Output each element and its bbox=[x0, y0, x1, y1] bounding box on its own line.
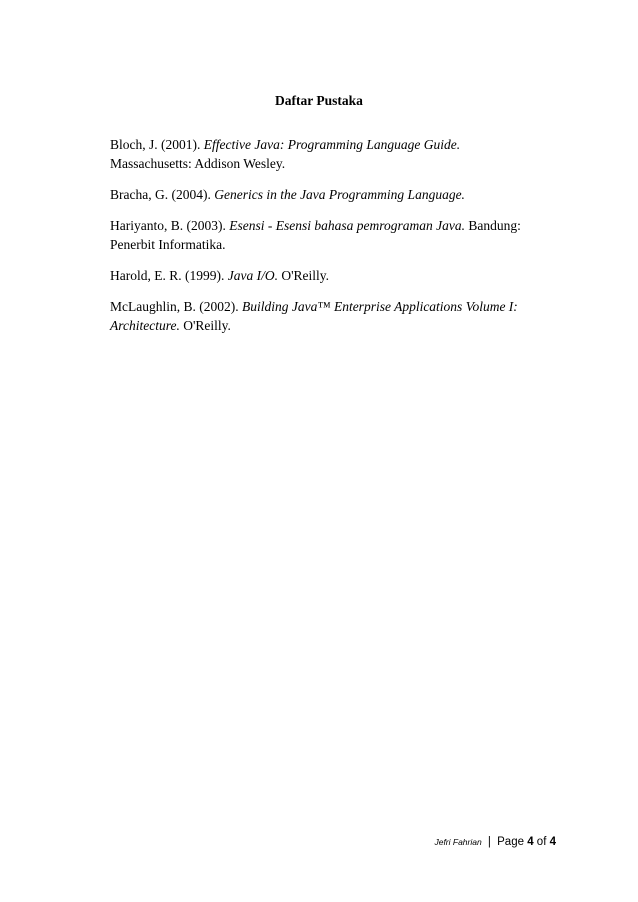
footer-total-pages: 4 bbox=[549, 836, 556, 848]
page-title: Daftar Pustaka bbox=[275, 93, 363, 108]
reference-item bbox=[110, 216, 540, 254]
reference-prefix: Bracha, G. (2004). bbox=[110, 187, 215, 202]
reference-suffix: Bandung: Penerbit Informatika. bbox=[110, 218, 521, 252]
footer-page-word: Page bbox=[497, 836, 524, 848]
reference-item bbox=[110, 185, 540, 204]
reference-title: Java I/O. bbox=[227, 268, 278, 283]
reference-item bbox=[110, 266, 540, 285]
reference-title: Building Java™ Enterprise Applications Volume I: Architecture. bbox=[110, 299, 518, 333]
reference-prefix: McLaughlin, B. (2002). bbox=[110, 299, 242, 314]
reference-item bbox=[110, 135, 540, 173]
reference-title: Effective Java: Programming Language Guide. bbox=[203, 137, 461, 152]
reference-suffix: O'Reilly. bbox=[277, 268, 330, 283]
page-footer bbox=[434, 835, 556, 849]
reference-list bbox=[110, 135, 540, 347]
reference-prefix: Bloch, J. (2001). bbox=[110, 137, 204, 152]
reference-suffix: Massachusetts: Addison Wesley. bbox=[110, 156, 286, 171]
footer-author: Jefri Fahrian bbox=[434, 837, 482, 847]
footer-of-word: of bbox=[536, 836, 547, 848]
reference-prefix: Harold, E. R. (1999). bbox=[110, 268, 228, 283]
reference-item bbox=[110, 297, 540, 335]
reference-prefix: Hariyanto, B. (2003). bbox=[110, 218, 230, 233]
footer-separator: | bbox=[487, 836, 491, 848]
reference-title: Esensi - Esensi bahasa pemrograman Java. bbox=[229, 218, 465, 233]
reference-suffix: O'Reilly. bbox=[179, 318, 231, 333]
reference-title: Generics in the Java Programming Language. bbox=[214, 187, 465, 202]
footer-current-page: 4 bbox=[527, 836, 534, 848]
